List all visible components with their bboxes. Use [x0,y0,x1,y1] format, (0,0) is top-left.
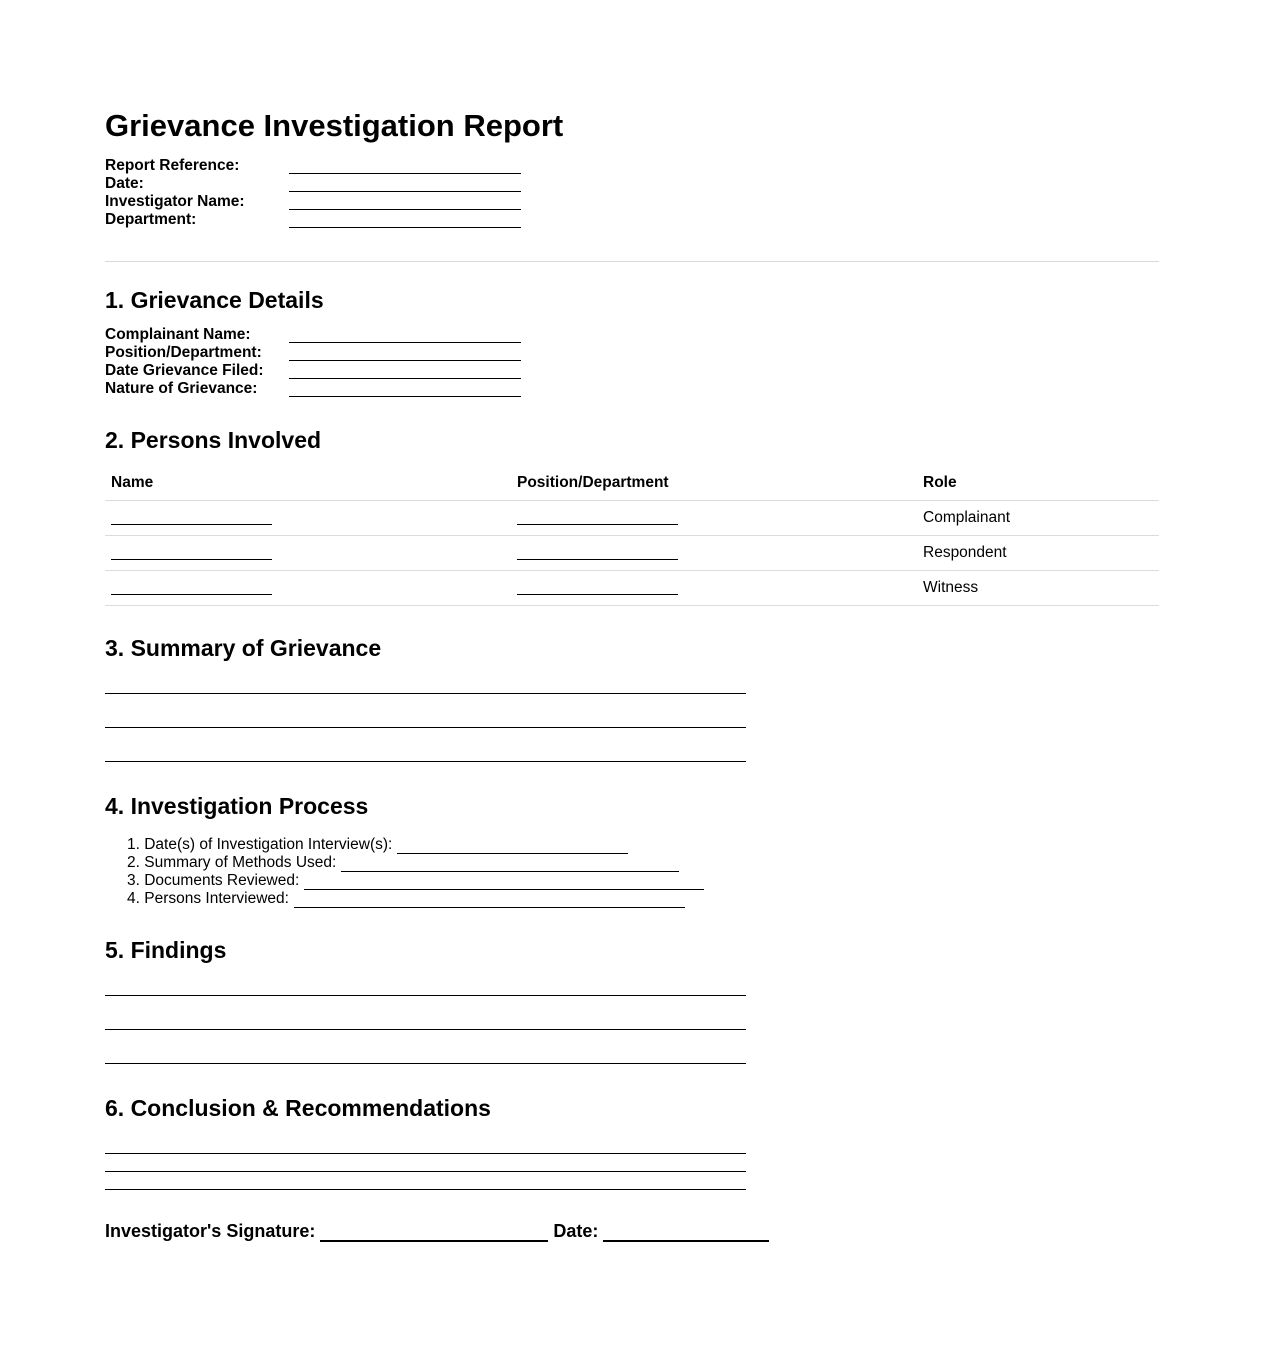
field-position-department [105,344,525,362]
nature-of-grievance-input[interactable] [289,396,521,397]
person-position-input[interactable] [517,594,678,595]
findings-line-1[interactable] [105,995,746,996]
field-label: Date Grievance Filed: [105,362,264,379]
column-header-name: Name [111,474,154,491]
divider [105,261,1159,262]
methods-used-input[interactable] [341,857,679,872]
summary-line-2[interactable] [105,727,746,728]
findings-line-2[interactable] [105,1029,746,1030]
field-date [105,175,525,193]
column-header-role: Role [923,474,957,491]
date-grievance-filed-input[interactable] [289,378,521,379]
position-department-input[interactable] [289,360,521,361]
process-item-persons-interviewed [127,890,685,908]
process-item-methods-used [127,854,679,872]
department-input[interactable] [289,227,521,228]
person-position-input[interactable] [517,524,678,525]
person-position-input[interactable] [517,559,678,560]
field-complainant-name [105,326,525,344]
field-date-grievance-filed [105,362,525,380]
row-divider [105,605,1159,606]
field-label: Position/Department: [105,344,262,361]
field-nature-of-grievance [105,380,525,398]
conclusion-line-2[interactable] [105,1171,746,1172]
field-label: Investigator Name: [105,193,245,210]
report-reference-input[interactable] [289,173,521,174]
conclusion-line-3[interactable] [105,1189,746,1190]
section-heading-summary: 3. Summary of Grievance [105,635,382,661]
column-header-position: Position/Department [517,474,669,491]
row-divider [105,570,1159,571]
section-heading-persons-involved: 2. Persons Involved [105,427,322,453]
field-label: Complainant Name: [105,326,251,343]
section-heading-conclusion: 6. Conclusion & Recommendations [105,1095,491,1121]
person-name-input[interactable] [111,594,272,595]
section-heading-investigation-process: 4. Investigation Process [105,793,369,819]
row-divider [105,535,1159,536]
signature-label: Investigator's Signature: [105,1221,316,1241]
interview-dates-input[interactable] [397,839,628,854]
section-heading-grievance-details: 1. Grievance Details [105,287,324,313]
role-cell: Complainant [923,509,1011,526]
field-report-reference [105,157,525,175]
field-label: Department: [105,211,197,228]
item-label: 2. Summary of Methods Used: [127,854,337,871]
investigator-name-input[interactable] [289,209,521,210]
complainant-name-input[interactable] [289,342,521,343]
page-title: Grievance Investigation Report [105,108,564,143]
item-label: 1. Date(s) of Investigation Interview(s): [127,836,393,853]
field-label: Report Reference: [105,157,240,174]
person-name-input[interactable] [111,524,272,525]
item-label: 4. Persons Interviewed: [127,890,289,907]
person-name-input[interactable] [111,559,272,560]
signature-date-label: Date: [553,1221,599,1241]
date-input[interactable] [289,191,521,192]
documents-reviewed-input[interactable] [304,875,704,890]
item-label: 3. Documents Reviewed: [127,872,300,889]
signature-input[interactable] [320,1222,548,1242]
role-cell: Witness [923,579,979,596]
signature-date-input[interactable] [603,1222,769,1242]
findings-line-3[interactable] [105,1063,746,1064]
process-item-documents-reviewed [127,872,704,890]
row-divider [105,500,1159,501]
field-label: Nature of Grievance: [105,380,258,397]
section-heading-findings: 5. Findings [105,937,227,963]
summary-line-3[interactable] [105,761,746,762]
field-department [105,211,525,229]
signature-row [105,1220,774,1242]
role-cell: Respondent [923,544,1007,561]
field-investigator-name [105,193,525,211]
summary-line-1[interactable] [105,693,746,694]
process-item-interview-dates [127,836,628,854]
conclusion-line-1[interactable] [105,1153,746,1154]
field-label: Date: [105,175,144,192]
persons-interviewed-input[interactable] [294,893,685,908]
